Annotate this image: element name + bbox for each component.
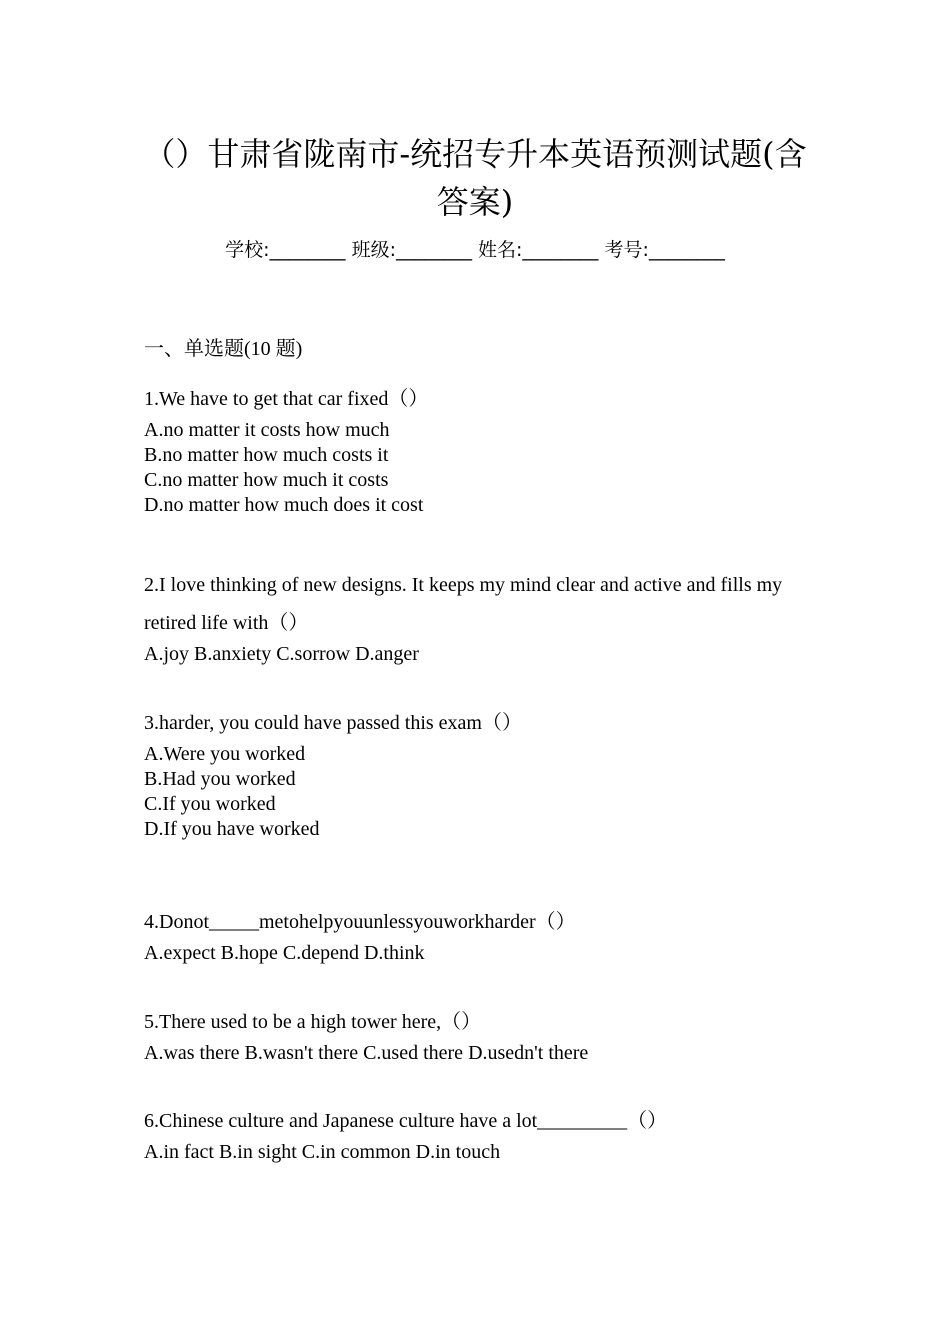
question-4 (144, 903, 814, 966)
question-stem: 3.harder, you could have passed this exam（） (144, 712, 522, 734)
question-options (144, 418, 814, 518)
option-line: A.joy B.anxiety C.sorrow D.anger (144, 643, 419, 665)
option-a: A.no matter it costs how much (144, 419, 390, 441)
option-line: A.in fact B.in sight C.in common D.in touch (144, 1141, 501, 1163)
option-b: B.Had you worked (144, 768, 296, 790)
name-field: 姓名:________ (478, 239, 599, 261)
option-c: C.If you worked (144, 793, 276, 815)
student-info-line (0, 234, 950, 266)
school-field: 学校:________ (225, 239, 346, 261)
question-2 (144, 566, 814, 667)
question-stem: 5.There used to be a high tower here,（） (144, 1011, 482, 1033)
document-title: （）甘肃省陇南市-统招专升本英语预测试题(含答案) (143, 135, 807, 221)
question-options (144, 1041, 814, 1066)
number-field: 考号:________ (604, 239, 725, 261)
option-a: A.Were you worked (144, 743, 306, 765)
question-3 (144, 704, 814, 842)
question-stem: 1.We have to get that car fixed（） (144, 388, 429, 410)
question-options (144, 1140, 814, 1165)
question-options (144, 941, 814, 966)
option-b: B.no matter how much costs it (144, 444, 389, 466)
option-line: A.was there B.wasn't there C.used there D.usedn't there (144, 1042, 589, 1064)
question-6 (144, 1102, 814, 1165)
question-1 (144, 380, 814, 518)
question-options (144, 742, 814, 842)
class-field: 班级:________ (351, 239, 472, 261)
option-d: D.no matter how much does it cost (144, 494, 424, 516)
question-options (144, 642, 814, 667)
option-d: D.If you have worked (144, 818, 320, 840)
question-stem: 2.I love thinking of new designs. It keeps my mind clear and active and fills my retired life with（） (144, 574, 783, 634)
question-stem: 4.Donot_____metohelpyouunlessyouworkharder（） (144, 911, 576, 933)
question-5 (144, 1003, 814, 1066)
option-c: C.no matter how much it costs (144, 469, 389, 491)
question-stem: 6.Chinese culture and Japanese culture have a lot_________（） (144, 1110, 668, 1132)
section-title: 一、单选题(10 题) (144, 338, 303, 360)
option-line: A.expect B.hope C.depend D.think (144, 942, 425, 964)
